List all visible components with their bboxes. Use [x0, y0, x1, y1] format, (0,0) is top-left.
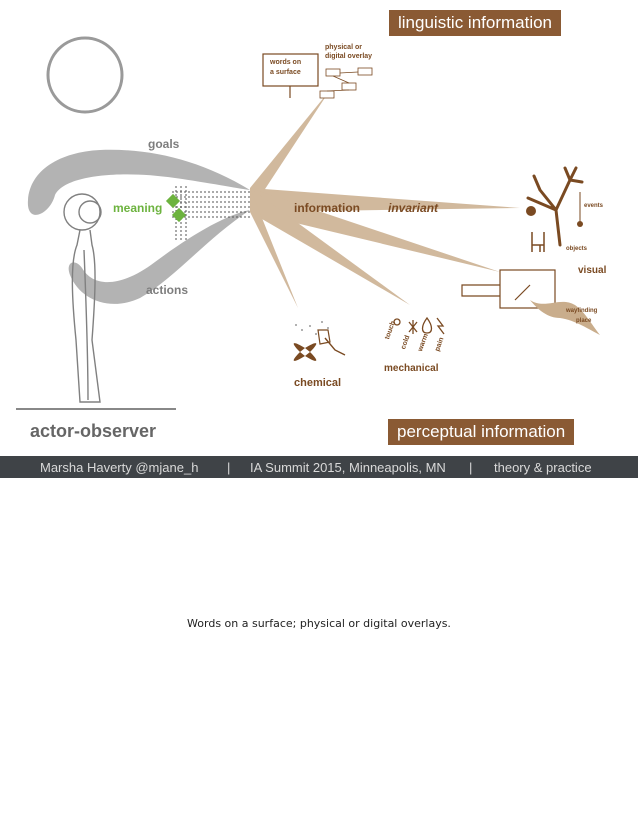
information-label: information [294, 201, 360, 215]
wayfinding-label: wayfinding [566, 308, 598, 314]
banner-perceptual-information: perceptual information [388, 419, 574, 445]
physical-overlay-line2: digital overlay [325, 53, 373, 60]
footer-separator-2: | [469, 460, 473, 475]
footer-event: IA Summit 2015, Minneapolis, MN [250, 460, 446, 475]
banner-linguistic-information: linguistic information [389, 10, 561, 36]
actor-observer-label: actor-observer [30, 421, 157, 441]
information-rays [250, 90, 520, 308]
meaning-label: meaning [113, 201, 163, 215]
events-label: events [584, 203, 604, 209]
actions-label: actions [146, 283, 189, 297]
tree-icon [528, 168, 582, 245]
sense-touch: touch [384, 320, 398, 341]
mechanical-icons [394, 318, 444, 334]
place-label: place [576, 318, 592, 324]
physical-overlay-line1: physical or [325, 44, 362, 51]
words-on-surface-line2: a surface [270, 69, 301, 76]
objects-label: objects [566, 246, 588, 252]
goals-label: goals [148, 137, 180, 151]
sense-pain: pain [434, 336, 446, 353]
mechanical-label: mechanical [384, 363, 439, 374]
invariant-label: invariant [388, 201, 439, 215]
sense-cold: cold [400, 334, 412, 351]
visual-label: visual [578, 265, 607, 276]
footer-separator-1: | [227, 460, 231, 475]
slide-caption: Words on a surface; physical or digital overlays. [187, 617, 451, 630]
footer-bar [0, 456, 638, 478]
words-on-surface-line1: words on [270, 59, 302, 66]
camera-icon [462, 270, 600, 335]
chemical-label: chemical [294, 377, 342, 389]
head-circle [48, 38, 122, 112]
chemical-icon [294, 321, 345, 361]
footer-topic: theory & practice [494, 460, 592, 475]
footer-author: Marsha Haverty @mjane_h [40, 460, 199, 475]
sense-warm: warm [417, 332, 430, 353]
overlay-icon [320, 68, 372, 98]
